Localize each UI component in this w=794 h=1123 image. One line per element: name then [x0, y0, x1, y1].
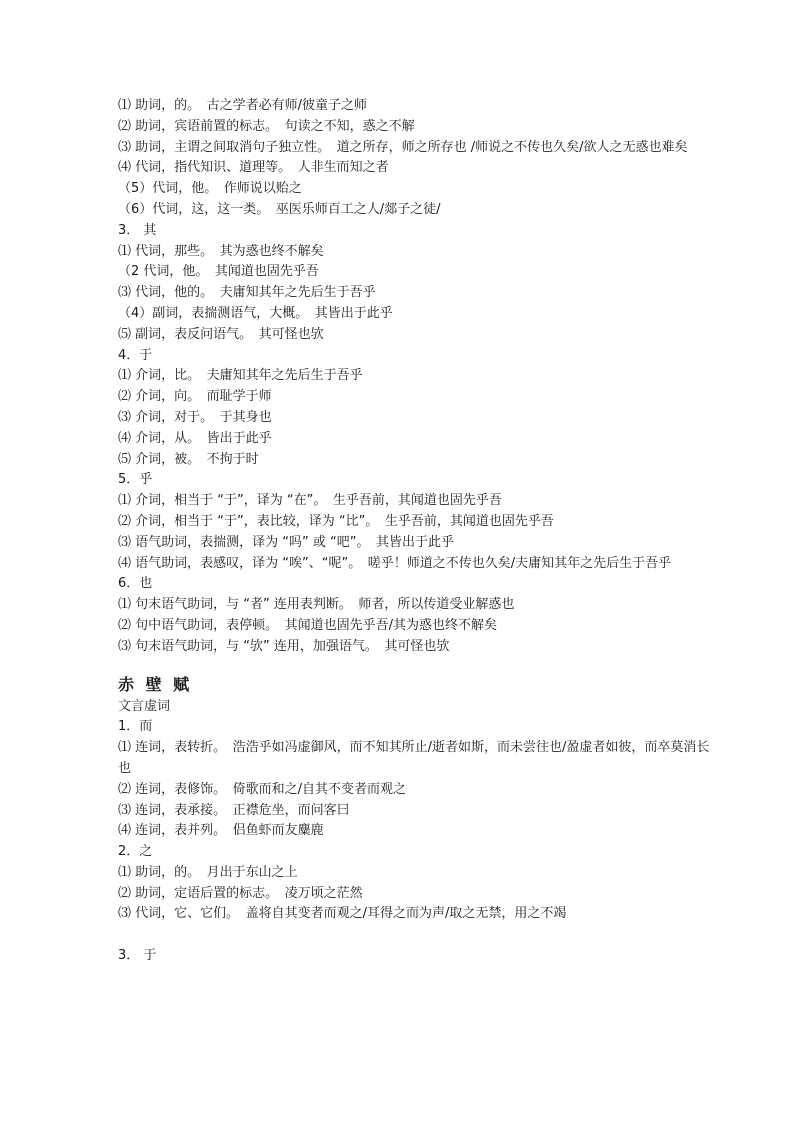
- text-line: ⑸ 介词，被。 不拘于时: [118, 451, 259, 467]
- text-line: ⑵ 介词，向。 而耻学于师: [118, 389, 272, 405]
- text-line: ⑸ 副词，表反问语气。 其可怪也欤: [118, 326, 324, 342]
- section-shishuo-particles: [118, 96, 718, 658]
- entry-heading: 4．于: [118, 347, 153, 363]
- text-line: （4）副词，表揣测语气，大概。 其皆出于此乎: [118, 305, 393, 321]
- text-line: （6）代词，这，这一类。 巫医乐师百工之人/郯子之徒/: [118, 201, 441, 217]
- text-line: （2 代词，他。 其闻道也固先乎吾: [118, 264, 319, 280]
- text-line: ⑷ 代词，指代知识、道理等。 人非生而知之者: [118, 160, 389, 176]
- text-line: ⑴ 句末语气助词，与 “者” 连用表判断。 师者，所以传道受业解惑也: [118, 597, 515, 613]
- blank-line: [118, 925, 718, 946]
- text-line: ⑶ 介词，对于。 于其身也: [118, 409, 272, 425]
- text-line: ⑶ 代词，它、它们。 盖将自其变者而观之/耳得之而为声/取之无禁，用之不竭: [118, 906, 567, 922]
- text-line: ⑷ 连词，表并列。 侣鱼虾而友麋鹿: [118, 823, 324, 839]
- section-subtitle: 文言虚词: [118, 698, 171, 714]
- text-line: ⑴ 助词，的。 古之学者必有师/彼童子之师: [118, 98, 368, 113]
- document-page: [118, 96, 718, 967]
- text-line: ⑷ 语气助词，表感叹，译为 “唉”、“呢”。 嗟乎！师道之不传也久矣/夫庸知其年之先后生于吾乎: [118, 555, 672, 571]
- text-line: ⑵ 句中语气助词，表停顿。 其闻道也固先乎吾/其为惑也终不解矣: [118, 617, 498, 633]
- text-line: ⑶ 连词，表承接。 正襟危坐，而问客曰: [118, 802, 350, 818]
- text-line: ⑵ 连词，表修饰。 倚歌而和之/自其不变者而观之: [118, 781, 407, 797]
- entry-heading: 2．之: [118, 844, 153, 860]
- text-line: （5）代词，他。 作师说以贻之: [118, 181, 302, 197]
- section-title: 赤 壁 赋: [118, 674, 193, 694]
- entry-heading: 1．而: [118, 719, 153, 735]
- text-line: ⑴ 介词，比。 夫庸知其年之先后生于吾乎: [118, 368, 363, 384]
- text-line: ⑵ 助词，定语后置的标志。 凌万顷之茫然: [118, 885, 363, 901]
- text-line: ⑴ 助词，的。 月出于东山之上: [118, 864, 298, 880]
- entry-heading: 6．也: [118, 576, 153, 592]
- text-line: ⑶ 助词，主谓之间取消句子独立性。 道之所存，师之所存也 /师说之不传也久矣/欲人之无惑也难矣: [118, 139, 688, 155]
- text-line: ⑶ 语气助词，表揣测，译为 “吗” 或 “吧”。 其皆出于此乎: [118, 534, 454, 550]
- section-chibifu: [118, 673, 718, 967]
- entry-heading: 3． 其: [118, 222, 157, 238]
- text-line: ⑴ 连词，表转折。 浩浩乎如冯虚御风，而不知其所止/逝者如斯，而未尝往也/盈虚者如彼，而卒莫消长也: [118, 740, 710, 776]
- text-line: ⑵ 助词，宾语前置的标志。 句读之不知，惑之不解: [118, 118, 415, 134]
- entry-heading: 5．乎: [118, 472, 153, 488]
- text-line: ⑴ 介词，相当于 “于”，译为 “在”。 生乎吾前，其闻道也固先乎吾: [118, 493, 502, 509]
- text-line: ⑶ 句末语气助词，与 “欤” 连用，加强语气。 其可怪也欤: [118, 638, 450, 654]
- text-line: ⑶ 代词，他的。 夫庸知其年之先后生于吾乎: [118, 285, 376, 301]
- text-line: ⑷ 介词，从。 皆出于此乎: [118, 430, 272, 446]
- text-line: ⑵ 介词，相当于 “于”，表比较，译为 “比”。 生乎吾前，其闻道也固先乎吾: [118, 513, 554, 529]
- text-line: ⑴ 代词，那些。 其为惑也终不解矣: [118, 243, 324, 259]
- entry-heading: 3． 于: [118, 948, 157, 964]
